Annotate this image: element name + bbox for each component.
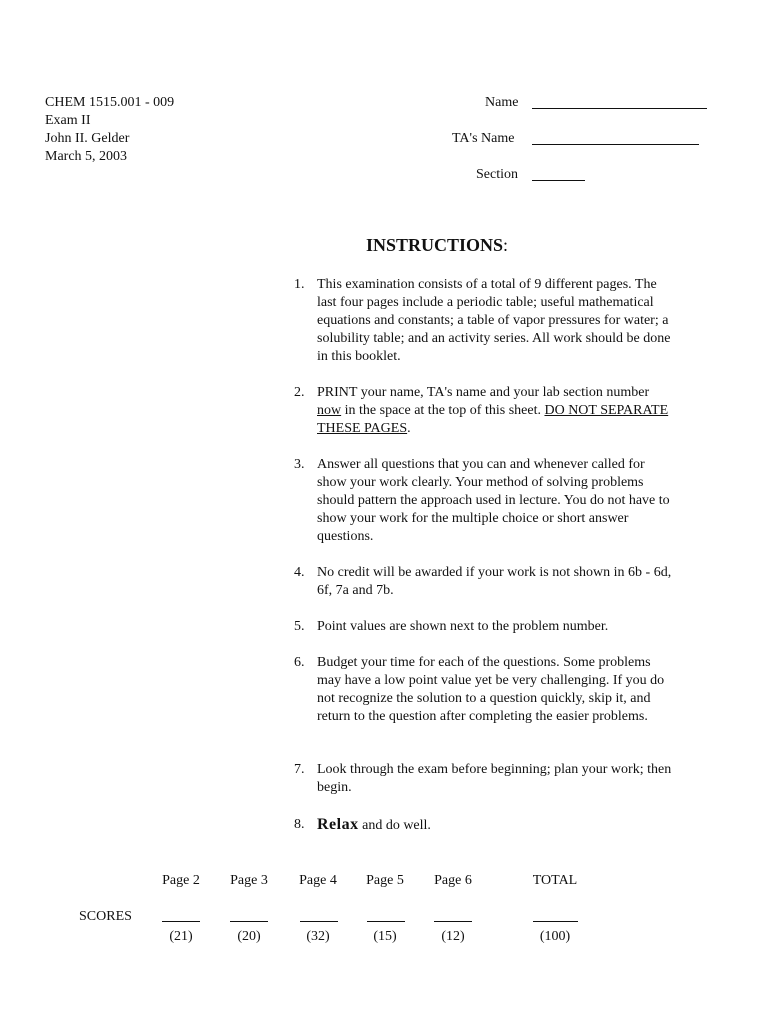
score-col-page5 (356, 872, 414, 890)
ta-name-label: TA's Name (452, 131, 515, 146)
item-text: This examination consists of a total of 9 different pages. The last four pages include a periodic table; useful mathematical equations and constants; a table of vapor pressures for water; a solubility table; and an activity series. All work should be done in this booklet. (317, 277, 671, 364)
exam-date: March 5, 2003 (45, 149, 128, 164)
score-col-page2 (152, 872, 210, 890)
now-emphasis: now (317, 403, 342, 418)
score-col-page6 (424, 872, 482, 890)
score-blank-page3[interactable] (230, 921, 268, 922)
score-header: Page 5 (366, 873, 404, 888)
score-blank-page6[interactable] (434, 921, 472, 922)
item-number: 3. (294, 457, 305, 472)
item-text: No credit will be awarded if your work is not shown in 6b - 6d, 6f, 7a and 7b. (317, 565, 672, 598)
score-blank-page4[interactable] (300, 921, 338, 922)
item-number: 4. (294, 565, 305, 580)
item-text: PRINT your name, TA's name and your lab section number now in the space at the top of this sheet. DO NOT SEPARATE THESE PAGES. (317, 385, 669, 436)
score-header: Page 2 (162, 873, 200, 888)
item-number: 7. (294, 762, 305, 777)
score-col-page4 (288, 872, 348, 890)
score-col-page3 (220, 872, 278, 890)
score-blank-total[interactable] (533, 921, 578, 922)
name-field[interactable] (532, 96, 707, 109)
relax-emphasis: Relax (317, 816, 359, 833)
score-header: TOTAL (532, 873, 578, 888)
score-blank-page2[interactable] (162, 921, 200, 922)
ta-name-field[interactable] (532, 132, 699, 145)
score-points-total: (100) (539, 929, 571, 944)
item-text: Relax and do well. (317, 816, 431, 833)
score-header: Page 6 (434, 873, 472, 888)
item-text: Point values are shown next to the problem number. (317, 619, 609, 634)
instructor-name: John II. Gelder (45, 131, 130, 146)
instruction-item-3 (294, 456, 674, 546)
item-text: Budget your time for each of the questions. Some problems may have a low point value yet be very challenging. If you do not recognize the solution to a question quickly, skip it, and return to the question after completing the easier problems. (317, 655, 665, 724)
scores-label: SCORES (79, 909, 132, 924)
score-points-page5: (15) (373, 929, 397, 944)
score-blank-page5[interactable] (367, 921, 405, 922)
item-text: Look through the exam before beginning; plan your work; then begin. (317, 762, 672, 795)
instruction-item-6 (294, 654, 674, 726)
item-number: 6. (294, 655, 305, 670)
score-header: Page 3 (230, 873, 268, 888)
score-points-page4: (32) (306, 929, 330, 944)
score-col-total (520, 872, 590, 890)
item-number: 1. (294, 277, 305, 292)
instructions-title: INSTRUCTIONS: (366, 235, 509, 255)
instruction-item-5 (294, 618, 674, 636)
item-number: 2. (294, 385, 305, 400)
score-header: Page 4 (299, 873, 337, 888)
exam-label: Exam II (45, 113, 91, 128)
score-points-page2: (21) (169, 929, 193, 944)
score-points-page6: (12) (441, 929, 465, 944)
instruction-item-7 (294, 761, 674, 797)
instruction-item-2 (294, 384, 674, 438)
item-text: Answer all questions that you can and whenever called for show your work clearly. Your method of solving problems should pattern the approach used in lecture. You do not have to show your work for the multiple choice or short answer questions. (317, 457, 670, 544)
score-points-page3: (20) (237, 929, 261, 944)
section-field[interactable] (532, 168, 585, 181)
instruction-item-8 (294, 816, 674, 835)
instruction-item-4 (294, 564, 674, 600)
item-number: 8. (294, 817, 305, 832)
name-label: Name (485, 95, 519, 110)
item-number: 5. (294, 619, 305, 634)
do-not-separate-emphasis: DO NOT SEPARATE THESE PAGES (317, 403, 669, 436)
section-label: Section (476, 167, 518, 182)
course-title: CHEM 1515.001 - 009 (45, 95, 175, 110)
instruction-item-1 (294, 276, 674, 366)
